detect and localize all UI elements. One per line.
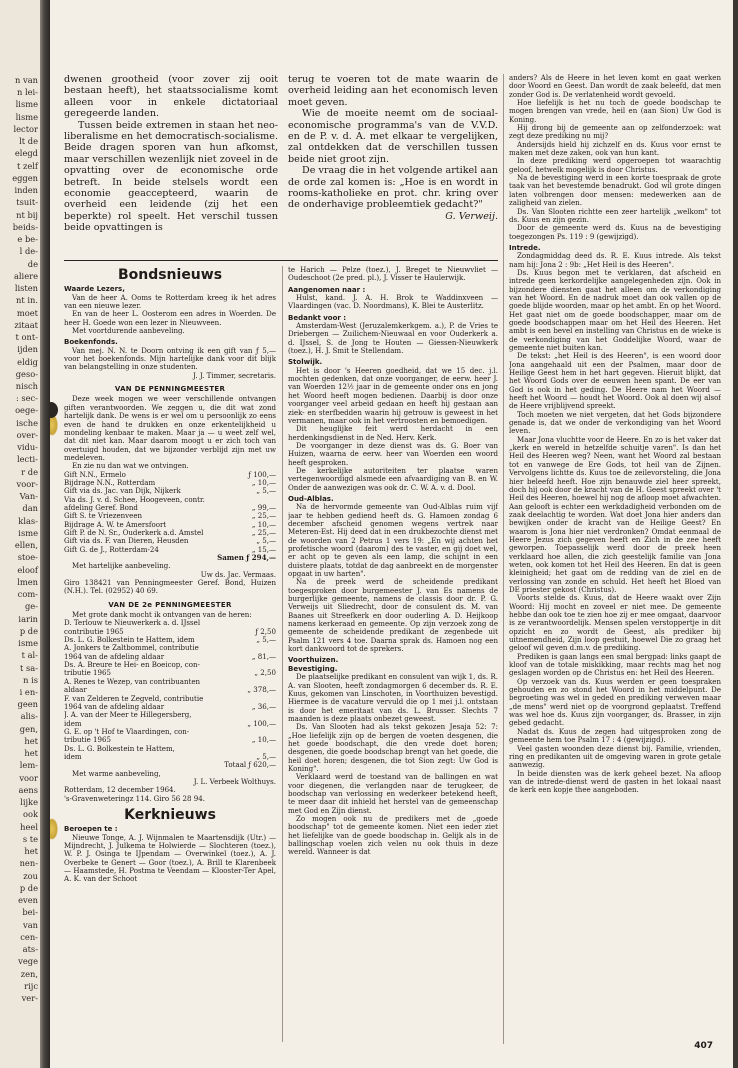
paragraph: In deze prediking werd opgeroepen tot waarachtig geloof, hetwelk mogelijk is door Christus. <box>509 156 721 174</box>
prev-page-text: lisme <box>15 99 38 110</box>
paragraph: te Harich — Pelze (toez.), J. Breget te Nieuwvliet — Oudeschoot (2e pred. pl.), J. Visser te Haulerwijk. <box>288 266 498 283</box>
paper-stain <box>50 818 58 840</box>
prev-page-text: isme <box>18 638 38 649</box>
ledger-label: tributie 1965 <box>64 669 111 678</box>
ledger-label: Ds. L. G. Bolkestein te Hattem, idem <box>64 636 195 645</box>
book-spine <box>40 0 50 1068</box>
ledger-row <box>64 537 276 545</box>
prev-page-text: s te <box>22 833 38 844</box>
ledger-label: Bijdrage N.N., Rotterdam <box>64 478 156 487</box>
paragraph: Deze week mogen we weer verschillende ontvangen giften verantwoorden. We zeggen u, die dit wat zond hartelijk dank. De wens is er wel om u persoonlijk zo eens even de hand te drukken en onze erkentelijkheid u mondeling kenbaar te maken. Maar ja — u weet zelf wel, dat dit niet kan. Maar daarom moogt u er zich toch van overtuigd houden, dat we bijzonder verblijd zijn met uw medeleven. <box>64 394 276 462</box>
ledger-row <box>64 661 276 669</box>
prev-page-text: geso- <box>15 368 38 379</box>
prev-page-text: lijke <box>20 797 38 808</box>
prev-page-text: alis- <box>20 711 38 722</box>
prev-page-text: lmen <box>17 576 38 587</box>
paragraph: Na de bevestiging werd in een korte toespraak de grote taak van het bevestemde benadrukt. God wil grote dingen laten volbrengen door mensen: medewerken aan de zaligheid van zielen. <box>509 173 721 208</box>
prev-page-text: de <box>27 258 38 269</box>
paragraph: Nieuwe Tonge, A. J. Wijnmalen te Maartensdijk (Utr.) — Mijndrecht, J. Julkema te Holwierde — Slochteren (toez.), W. P. J. Osinga te IJpendam — Overwinkel (toez.), A. J. Overbeke te Genert — Goor (toez.), A. Brill te Klarenbeek — Haamstede, H. Postma te Veendam — Klooster-Ter Apel, A. K. van der Schoot <box>64 832 276 884</box>
ledger-row <box>64 720 276 728</box>
ledger-row <box>64 529 276 537</box>
signature: Uw ds. Jac. Vermaas. <box>200 569 276 579</box>
paragraph: Prediken is gaan langs een smal bergpad: links gaapt de kloof van de totale miskikking, maar rechts mag het nog geslagen worden op de Christus en: het Heil des Heeren. <box>509 651 721 678</box>
ledger-label: Gift via ds. Jac. van Dijk, Nijkerk <box>64 487 181 496</box>
paragraph: Met voortdurende aanbeveling. <box>72 326 185 336</box>
ledger-label: Gift S. te Vriezenveen <box>64 512 143 521</box>
gift-total: Samen ƒ 294,— <box>217 553 276 562</box>
gift-list <box>64 471 276 554</box>
paragraph: Door de gemeente werd ds. Kuus na de bevestiging toegezongen Ps. 119 : 9 (gewijzigd). <box>509 223 721 241</box>
prev-page-text: t al- <box>21 650 38 661</box>
paragraph: Zondagmiddag deed ds. R. E. Kuus intrede. Als tekst nam hij: Jona 2 : 9b: „Het Heil is des Heeren". <box>509 251 721 269</box>
prev-page-text: e be- <box>17 234 38 245</box>
prev-page-text: oege- <box>15 405 38 416</box>
paragraph: Het is door 's Heeren goedheid, dat we 15 dec. j.l. mochten gedenken, dat onze voorganger, de eerw. heer J. van Woerden 12½ jaar in de gemeente onder ons en jong het Woord heeft mogen bedienen. Daarbij is door onze voorganger veel arbeid gedaan en heeft hij gestaan aan ziek- en sterfbedden waarin hij getrouw is geweest in het vermanen, maar ook in het vertroosten en bemoedigen. <box>288 365 498 425</box>
prev-page-text: i en- <box>19 687 38 697</box>
ledger-row <box>64 521 276 529</box>
prev-page-text: voor <box>19 772 38 783</box>
ledger-row <box>64 653 276 661</box>
ledger-amount: „ 10,— <box>251 519 276 529</box>
ledger-row <box>64 628 276 636</box>
previous-page-fragment <box>0 0 40 1068</box>
bondsnieuws-heading: Bondsnieuws <box>117 267 223 283</box>
paragraph: Andersijds hield hij zichzelf en ds. Kuus voor ernst te maken met deze zaken, ook van hun kant. <box>509 139 721 158</box>
prev-page-text: tsuit- <box>16 197 38 208</box>
prev-page-text: ijden <box>17 344 38 355</box>
prev-page-text: nt bij <box>16 209 38 220</box>
prev-page-text: over- <box>16 429 38 440</box>
ledger-label: tributie 1965 <box>64 736 111 745</box>
kerknieuws-heading: Kerknieuws <box>124 806 216 823</box>
paragraph: En van de heer L. Oosterom een adres in Woerden. De heer H. Goede won een lezer in Nieuwveen. <box>64 309 276 327</box>
ledger-label: afdeling Geref. Bond <box>64 503 138 512</box>
prev-page-text: p de <box>19 625 38 636</box>
prev-page-text: isme <box>18 527 38 538</box>
prev-page-text: zitaat <box>14 319 38 330</box>
ledger-amount: ƒ 100,— <box>248 469 276 479</box>
ledger-label: G. E. op 't Hof te Vlaardingen, con- <box>64 727 190 736</box>
section-heading: Waarde Lezers, <box>64 285 125 294</box>
paragraph: Ds. Van Slooten had als tekst gekozen Jesaja 52: 7: „Hoe liefelijk zijn op de bergen de voeten desgenen, die het goede boodschapt, die den vrede doet horen; desgenen, die goede boodschap brengt van het goede, die heil doet horen; desgenen, die tot Sion zegt: Uw God is Koning". <box>288 722 498 773</box>
prev-page-text: voor- <box>16 478 38 489</box>
column-rule <box>503 74 504 1044</box>
paragraph: De kerkelijke autoriteiten ter plaatse waren vertegenwoordigd alsmede een afvaardiging van B. en W. Onder de aanwezigen was ook dr. C. W. A. v. d. Dool. <box>288 465 498 492</box>
column-rule <box>282 266 283 1042</box>
ledger-row <box>64 471 276 479</box>
prev-page-text: ats- <box>22 944 38 955</box>
prev-page-text: ook <box>22 809 38 820</box>
prev-page-text: lisme <box>15 111 38 122</box>
prev-page-text: het <box>24 735 38 746</box>
prev-page-text: elegd <box>14 148 38 159</box>
section-heading: Bedankt voor : <box>288 313 347 322</box>
paragraph: Op verzoek van ds. Kuus werden er geen toespraken gehouden en zo stond het Woord in het middelpunt. De begroeting was wel in geded en prediking verweven maar „de mens" werd niet op de voorgrond geplaatst. Treffend was wel hoe ds. Kuus zijn voorganger, ds. Brasser, in zijn gebed gedacht. <box>509 676 721 728</box>
ledger-amount: „ 100,— <box>247 718 276 728</box>
contribution-total: Totaal ƒ 620,— <box>224 760 276 770</box>
prev-page-text: even <box>18 895 38 906</box>
prev-page-text: p de <box>19 882 38 893</box>
ledger-row <box>64 703 276 711</box>
prev-page-text: lector <box>13 123 38 134</box>
prev-page-text: ge- <box>24 601 38 612</box>
paragraph: Giro 138421 van Penningmeester Geref. Bond, Huizen (N.H.). Tel. (02952) 40 69. <box>64 578 276 596</box>
paragraph: Met grote dank mocht ik ontvangen van de heren: <box>72 610 252 620</box>
paragraph: Verklaard werd de toestand van de ballingen en wat voor diegenen, die verlangden naar de terugkeer, de boodschap van verlossing en wederkeer betekend heeft, te meer daar dit inhield het herstel van de gemeenschap met God en Zijn dienst. <box>288 772 498 815</box>
paragraph: Hulst, kand. J. A. H. Brok te Waddinxveen — Vlaardingen (vac. D. Noordmans), K. Blei te Austerlitz. <box>288 293 498 311</box>
ledger-row <box>64 686 276 694</box>
paragraph: Van de heer A. Ooms te Rotterdam kreeg ik het adres van een nieuwe lezer. <box>64 292 276 311</box>
prev-page-text: ellen, <box>14 540 38 551</box>
article-top-col1 <box>64 74 278 258</box>
ledger-amount: „ 99,— <box>251 502 276 512</box>
paragraph: De voorganger in deze dienst was ds. G. Boer van Huizen, waarna de eerw. heer van Woerden een woord heeft gesproken. <box>288 440 498 467</box>
ledger-row <box>64 678 276 686</box>
article-paragraph: Tussen beide extremen in staan het neo-liberalisme en het democratisch-socialisme. Beide dragen sporen van hun afkomst, maar verschillen wezenlijk niet zoveel in de opvatting over de economische orde betreft. In beide stelsels wordt een economie geaccepteerd, waarin de overheid een leidende (zij het een beperkte) rol speelt. Het verschil tussen beide opvattingen is <box>64 119 278 234</box>
ledger-label: Gift via ds. F. van Dieren, Heusden <box>64 537 189 546</box>
prev-page-text: nt in. <box>16 295 38 306</box>
section-heading: Voorthuizen. <box>288 656 339 665</box>
prev-page-text: com- <box>17 589 38 600</box>
ledger-label: contributie 1965 <box>64 627 124 636</box>
ledger-amount: „ 15,— <box>251 544 276 554</box>
paragraph: Met warme aanbeveling, <box>72 768 161 778</box>
ledger-row <box>64 512 276 520</box>
ledger-amount: „ 10,— <box>251 735 276 745</box>
section-heading: Stolwijk. <box>288 358 323 367</box>
ledger-label: Gift N.N., Ermelo <box>64 470 126 479</box>
ledger-label: D. Terlouw te Nieuwerkerk a. d. IJssel <box>64 619 201 628</box>
ledger-row <box>64 728 276 736</box>
subsection-heading: VAN DE PENNINGMEESTER <box>114 385 226 394</box>
address-line: Rotterdam, 12 december 1964. <box>64 785 176 795</box>
prev-page-text: zen, <box>20 968 38 979</box>
binding-hole <box>50 402 58 418</box>
ledger-amount: „ 5,— <box>256 635 276 645</box>
paragraph: Voorts stelde ds. Kuus, dat de Heere waakt over Zijn Woord: Hij mocht en zoveel er niet mee. De gemeente hebbe dan ook toe te zien hoe zij er mee omgaat, daarvoor is ze verantwoordelijk. Mensen spelen verstoppertje in dit opzicht en zo wordt de Geest, als prediker bij uitnemendheid, Zijn loop gestuit, hoewel Die zo graag het geloof wil geven d.m.v. de prediking. <box>509 593 721 653</box>
ledger-row <box>64 644 276 652</box>
prev-page-text: moet <box>16 307 38 318</box>
prev-page-text: n van <box>15 75 38 85</box>
ledger-amount: „ 25,— <box>251 511 276 521</box>
ledger-label: Gift P. de N. Sr., Ouderkerk a.d. Amstel <box>64 528 204 537</box>
ledger-label: J. A. van der Meer te Hillegersberg, <box>64 711 192 720</box>
prev-page-text: dan <box>22 503 38 514</box>
paragraph: Maar Jona vluchtte voor de Heere. En zo is het vaker dat „kerk en wereld in hetzelfde schuitje varen". Is dan het Heil des Heeren weg? Neen, want het Woord zal bestaan tot en vanwege de Ere Gods, tot heil van de Zijnen. Vervolgens lichtte ds. Kuus toe de zeilevorsteling, die Jona hier beleefd heeft. Hoe zijn benauwde ziel heer spreekt, doch hij ook door de kracht van de H. Geest spreekt over 't Heil des Heeren, hoewel hij nog de afloop moet afwachten. Aan gelooft is echter een werkdadigheid verbonden om de zaak deelachtig te worden. Wat doet Jona hier anders dan bewijken onder de kracht van de Heilige Geest? En waarom is Jona hier niet verdronken? Omdat eenmaal de Heere Jezus zich gegeven heeft en Zich in de zee heeft geworpen. Toepasselijk werd door de preek heen verklaard hoe allen, die zich geestelijk familie van Jona weten, ook komen tot het Heil des Heeren. En dat is geen kleinigheid; het gaat om de redding van de ziel en de verlossing van zonde en schuld. Het heeft het Bloed van DE priester gekost (Christus). <box>509 434 721 594</box>
subsection-heading: VAN DE 2e PENNINGMEESTER <box>108 600 232 609</box>
prev-page-text: geen <box>17 699 38 710</box>
prev-page-text: klas- <box>18 515 38 526</box>
address-line: 's-Gravenweteringz 114. Giro 56 28 94. <box>64 793 205 803</box>
prev-page-text: zou <box>23 870 38 881</box>
prev-page-text: n is <box>23 674 38 685</box>
prev-page-text: het <box>24 846 38 857</box>
ledger-amount: „ 5,— <box>256 486 276 496</box>
ledger-row <box>64 479 276 487</box>
page-number: 407 <box>694 1041 713 1051</box>
prev-page-text: r de <box>21 466 38 477</box>
ledger-label: A. Renes te Wezep, van contribuanten <box>64 677 201 686</box>
ledger-row <box>64 504 276 512</box>
contribution-list <box>64 619 276 761</box>
ledger-row <box>64 695 276 703</box>
ledger-amount: „ 10,— <box>251 477 276 487</box>
prev-page-text: gen, <box>19 723 38 734</box>
ledger-amount: „ 25,— <box>251 527 276 537</box>
prev-page-text: aliere <box>13 270 38 281</box>
signature: J. L. Verbeek Wolthuys. <box>193 776 276 786</box>
ledger-label: Ds. L. G. Bolkestein te Hattem, <box>64 744 175 753</box>
ledger-row <box>64 496 276 504</box>
article-paragraph: dwenen grootheid (voor zover zij ooit bestaan heeft), het staatssocialisme komt alleen voor in enkele dictatoriaal geregeerde landen. <box>64 74 278 120</box>
ledger-row <box>64 669 276 677</box>
article-paragraph: terug te voeren tot de mate waarin de overheid leiding aan het economisch leven moet geven. <box>288 74 498 108</box>
prev-page-text: t zelf <box>17 160 38 171</box>
prev-page-text: vidu- <box>17 442 38 453</box>
prev-page-text: nen- <box>19 858 38 869</box>
ledger-row <box>64 745 276 753</box>
paragraph: Toch moeten we niet vergeten, dat het Gods bijzondere genade is, dat we onder de verkondiging van het Woord leven. <box>509 409 721 436</box>
section-heading: Bevestiging. <box>288 664 338 673</box>
prev-page-text: lecti- <box>16 454 38 465</box>
ledger-label: Gift G. de J., Rotterdam-24 <box>64 545 159 554</box>
paragraph: anders? Als de Heere in het leven komt en gaat werken door Woord en Geest. Dan wordt de zaak beleefd, dat men zonder God is. De verlatenheid wordt gevoeld. <box>509 74 721 99</box>
ledger-label: A. Jonkers te Zaltbommel, contributie <box>64 644 199 653</box>
prev-page-text: t ont- <box>15 332 38 343</box>
paragraph: Dit heuglijke feit werd herdacht in een herdenkingsdienst in de Ned. Herv. Kerk. <box>288 424 498 442</box>
section-divider <box>64 260 498 261</box>
section-heading: Aangenomen naar : <box>288 285 366 294</box>
paragraph: De plaatselijke predikant en consulent van wijk 1, ds. R. A. van Slooten, heeft zondagmorgen 6 december ds. R. E. Kuus, gekomen van Linschoten, in Voorthuizen bevestigd. Hiermee is de vacature vervuld die op 1 mei j.l. ontstaan is door het emeritaat van ds. L. Brusser. Slechts 7 maanden is deze plaats onbezet geweest. <box>288 672 498 723</box>
prev-page-text: : sec- <box>15 393 38 404</box>
paragraph: Amsterdam-West (Jeruzalemkerkgem. a.), P. de Vries te Driebergen — Zuilichem-Nieuwaal en voor Ouderkerk a. d. IJssel, S. de Jong te Houten — Giessen-Nieuwkerk (toez.), H. J. Smit te Stellendam. <box>288 321 498 356</box>
paragraph: Met hartelijke aanbeveling. <box>72 561 171 571</box>
prev-page-text: bei- <box>22 907 38 918</box>
prev-page-text: l de- <box>19 246 38 257</box>
prev-page-text: nisch <box>15 381 38 391</box>
article-paragraph: Wie de moeite neemt om de sociaal-economische programma's van de V.V.D. en de P. v. d. A. met elkaar te vergelijken, zal ontdekken dat de verschillen tussen beide niet groot zijn. <box>288 108 498 165</box>
article-top-col2 <box>288 74 498 258</box>
paragraph: Na de hervormde gemeente van Oud-Alblas ruim vijf jaar te hebben gediend heeft ds. G. Hamoen zondag 6 december afscheid genomen wegens vertrek naar Meteren-Est. Hij deed dat in een drukbezochte dienst met de woorden van 2 Petrus 1 vers 19: „En wij achten het profetische woord (daarom) des te vaster, en gij doet wel, er acht op te geven als een lamp, die schijnt in een duistere plaats, totdat de dag aanbreekt en de morgenster opgaat in uw harten". <box>288 502 498 579</box>
paragraph: Hoe liefelijk is het nu toch de goede boodschap te mogen brengen van vrede, heil en (aan Sion) Uw God is Koning. <box>509 98 721 124</box>
prev-page-text: lt de <box>19 136 38 147</box>
paragraph: Zo mogen ook nu de predikers met de „goede boodschap" tot de gemeente komen. Niet een ieder ziet het liefelijke van de goede boodschap in. Gelijk als in de ballingschap voelen zich velen nu ook thuis in deze wereld. Wanneer is dat <box>288 814 498 857</box>
prev-page-text: t sa- <box>20 662 38 673</box>
bondsnieuws-column <box>64 266 276 1042</box>
ledger-label: Via ds. J. v. d. Schee, Hoogeveen, contr. <box>64 495 205 504</box>
prev-page-text: n lei- <box>16 87 38 98</box>
prev-page-text: stoe- <box>17 552 38 563</box>
ledger-label: 1964 van de afdeling aldaar <box>64 652 165 661</box>
prev-page-text: eloof <box>17 564 38 575</box>
paragraph: Nadat ds. Kuus de zegen had uitgesproken zong de gemeente hem toe Psalm 17 : 4 (gewijzigd). <box>509 726 721 745</box>
paragraph: De tekst: „het Heil is des Heeren", is een woord door Jona aangehaald uit een der Psalmen, maar door de Heilige Geest hem in het hart gegeven. Hieruit blijkt, dat het Woord Gods over de eeuwen heen spant. De eer van God is ook in het geding. De Heere nam het Woord — heeft het Woord — houdt het Woord. Ook al doen wij alsof de Heere vrijblijvend spreekt. <box>509 351 721 411</box>
prev-page-text: van <box>23 919 38 930</box>
prev-page-text: iarin <box>18 613 38 624</box>
prev-page-text: inden <box>14 185 38 196</box>
paragraph: Veel gasten woonden deze dienst bij. Familie, vrienden, ring en predikanten uit de omgeving waren in grote getale aanwezig. <box>509 743 721 770</box>
paragraph: Ds. Van Slooten richtte een zeer hartelijk „welkom" tot ds. Kuus en zijn gezin. <box>509 206 721 224</box>
ledger-amount: „ 81,— <box>251 651 276 661</box>
prev-page-text: aens <box>18 784 38 795</box>
prev-page-text: eggen <box>12 172 38 183</box>
section-heading: Beroepen te : <box>64 825 118 834</box>
signature: J. J. Timmer, secretaris. <box>193 370 276 380</box>
prev-page-text: ische <box>16 417 38 428</box>
paragraph: Hij drong bij de gemeente aan op zelfonderzoek: wat zegt deze prediking nu mij? <box>509 123 721 141</box>
ledger-label: Bijdrage A. W. te Amersfoort <box>64 520 167 529</box>
prev-page-text: eldig <box>17 356 38 367</box>
ledger-amount: ƒ 2,50 <box>255 626 276 636</box>
prev-page-text: beids- <box>12 221 38 232</box>
prev-page-text: lem- <box>19 760 38 771</box>
article-paragraph: De vraag die in het volgende artikel aan de orde zal komen is: „Hoe is en wordt in rooms-katholieke en prot. chr. kring over de onderhavige probleemtiek gedacht?" <box>288 165 498 211</box>
prev-page-text: cen- <box>20 931 38 942</box>
prev-page-text: heel <box>20 821 38 832</box>
prev-page-text: Van- <box>19 491 38 502</box>
ledger-amount: „ 378,— <box>247 685 276 695</box>
kerknieuws-column-2 <box>288 266 498 1042</box>
prev-page-text: vege <box>18 956 38 967</box>
paragraph: En zie nu dan wat we ontvingen. <box>72 461 189 471</box>
ledger-row <box>64 619 276 627</box>
paragraph: Ds. Kuus begon met te verklaren, dat afscheid en intrede geen kerkordelijke aangelegenheden zijn. Ook in bijzondere diensten gaat het alleen om de verkondiging van het Woord. En de nadruk moet dan ook vallen op de goede blijde woorden, maar op het ambt. En op het Woord. Het gaat niet om de goede boodschapper, maar om de goede boodschappen maar om het Heil des Heeren. Het ambt is een bevel en instelling van Christus en de wieke is de verkondiging van het Goddelijke Woord, waar de gemeente niet buiten kan. <box>509 267 721 352</box>
ledger-row <box>64 487 276 495</box>
ledger-label: idem <box>64 719 82 728</box>
prev-page-text: rijc <box>24 980 38 991</box>
ledger-label: F. van Zelderen te Zegveld, contributie <box>64 694 204 703</box>
paragraph: Van mej. N. N. te Doorn ontving ik een gift van ƒ 5,— voor het boekenfonds. Mijn hartelijke dank voor dit blijk van belangstelling in onze studenten. <box>64 345 276 372</box>
prev-page-text: listen <box>14 283 38 294</box>
section-heading: Intrede. <box>509 243 541 252</box>
prev-page-text: ver- <box>21 993 38 1003</box>
ledger-amount: „ 5,— <box>256 751 276 761</box>
ledger-label: Ds. A. Breure te Hei- en Boeicop, con- <box>64 661 200 670</box>
ledger-label: idem <box>64 752 82 761</box>
ledger-row <box>64 711 276 719</box>
section-heading: Boekenfonds. <box>64 338 118 347</box>
newspaper-page <box>50 0 733 1068</box>
ledger-label: 1964 van de afdeling aldaar <box>64 702 165 711</box>
ledger-row <box>64 636 276 644</box>
prev-page-text: het <box>24 748 38 759</box>
paragraph: Na de preek werd de scheidende predikant toegesproken door burgemeester J. van Es namens de burgerlijke gemeente, namens de classis door dr. P. G. Verweijs uit Sliedrecht, door de consulent ds. M. van Baanes uit Streefkerk en door ouderling A. D. Heijkoop namens kerkeraad en gemeente. Op zijn verzoek zong de gemeente de scheidende predikant de zegenbede uit Psalm 121 vers 4 toe. Daarna sprak ds. Hamoen nog een kort dankwoord tot de sprekers. <box>288 577 498 654</box>
kerknieuws-column-3 <box>509 74 721 1044</box>
ledger-amount: „ 5,— <box>256 536 276 546</box>
ledger-amount: „ 36,— <box>251 701 276 711</box>
ledger-amount: „ 2,50 <box>254 668 276 678</box>
ledger-label: aldaar <box>64 686 87 695</box>
article-signature: G. Verweij. <box>445 210 498 222</box>
paragraph: In beide diensten was de kerk geheel bezet. Na afloop van de intrede-dienst werd de gasten in het lokaal naast de kerk een kopje thee aangeboden. <box>509 768 721 795</box>
ledger-row <box>64 736 276 744</box>
section-heading: Oud-Alblas. <box>288 494 334 503</box>
